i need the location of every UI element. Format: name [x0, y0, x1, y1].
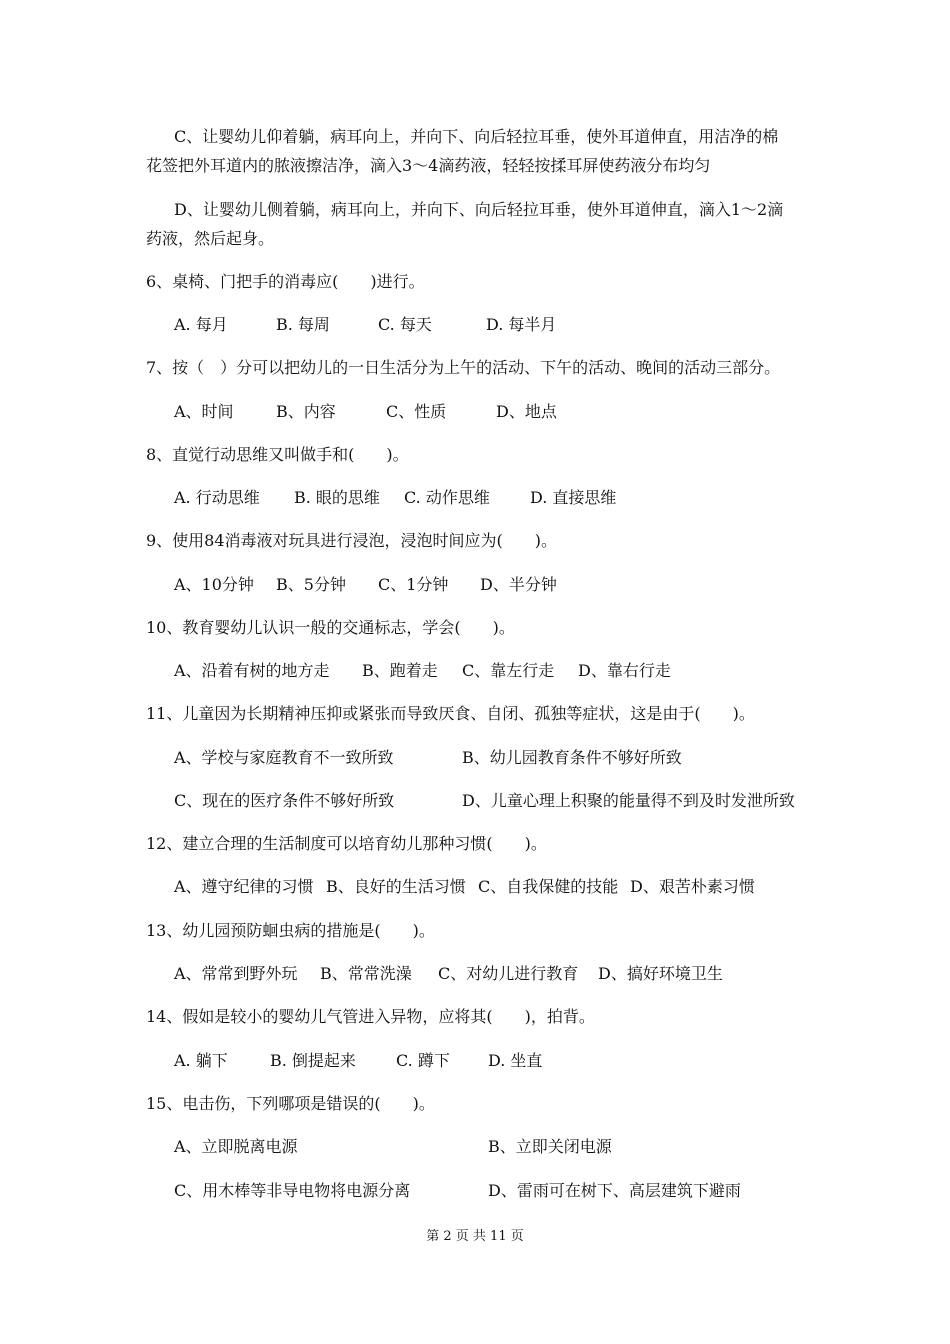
option-d: D、儿童心理上积聚的能量得不到及时发泄所致 — [462, 791, 795, 810]
option-d: D、雷雨可在树下、高层建筑下避雨 — [488, 1181, 741, 1200]
question-stem: 10、教育婴幼儿认识一般的交通标志，学会( )。 — [146, 618, 515, 637]
option-b: B、内容 — [276, 402, 336, 421]
option-d: D、搞好环境卫生 — [598, 964, 723, 983]
option-5c-line2: 花签把外耳道内的脓液擦洁净，滴入3～4滴药液，轻轻按揉耳屏使药液分布均匀 — [146, 156, 711, 175]
question-stem: 7、按（ ）分可以把幼儿的一日生活分为上午的活动、下午的活动、晚间的活动三部分。 — [146, 358, 781, 377]
option-c: C、现在的医疗条件不够好所致 — [174, 791, 395, 810]
question-stem: 8、直觉行动思维又叫做手和( )。 — [146, 445, 409, 464]
option-d: D、靠右行走 — [578, 661, 671, 680]
option-a: A、常常到野外玩 — [174, 964, 298, 983]
option-d: D、半分钟 — [480, 575, 557, 594]
option-d: D、艰苦朴素习惯 — [630, 877, 755, 896]
question-stem: 6、桌椅、门把手的消毒应( )进行。 — [146, 272, 425, 291]
option-b: B、跑着走 — [362, 661, 438, 680]
page-number-footer: 第 2 页 共 11 页 — [426, 1229, 524, 1244]
question-stem: 9、使用84消毒液对玩具进行浸泡，浸泡时间应为( )。 — [146, 531, 558, 550]
option-c: C、用木棒等非导电物将电源分离 — [174, 1181, 411, 1200]
option-c: C、靠左行走 — [462, 661, 555, 680]
option-b: B、5分钟 — [276, 575, 346, 594]
option-a: A、时间 — [174, 402, 234, 421]
option-5c-line1: C、让婴幼儿仰着躺，病耳向上，并向下、向后轻拉耳垂，使外耳道伸直，用洁净的棉 — [174, 127, 779, 146]
option-b: B、常常洗澡 — [320, 964, 412, 983]
option-c: C、性质 — [386, 402, 447, 421]
question-stem: 15、电击伤，下列哪项是错误的( )。 — [146, 1094, 435, 1113]
question-stem: 11、儿童因为长期精神压抑或紧张而导致厌食、自闭、孤独等症状，这是由于( )。 — [146, 704, 755, 723]
option-c: C. 动作思维 — [404, 488, 490, 507]
question-stem: 14、假如是较小的婴幼儿气管进入异物，应将其( )，拍背。 — [146, 1007, 595, 1026]
option-d: D、地点 — [496, 402, 557, 421]
option-c: C、自我保健的技能 — [478, 877, 619, 896]
option-b: B. 倒提起来 — [270, 1051, 356, 1070]
option-a: A、遵守纪律的习惯 — [174, 877, 314, 896]
option-d: D. 每半月 — [486, 315, 557, 334]
option-a: A、10分钟 — [174, 575, 254, 594]
option-b: B、幼儿园教育条件不够好所致 — [462, 748, 682, 767]
option-a: A、立即脱离电源 — [174, 1137, 298, 1156]
option-b: B、良好的生活习惯 — [326, 877, 466, 896]
option-5d-line1: D、让婴幼儿侧着躺，病耳向上，并向下、向后轻拉耳垂，使外耳道伸直，滴入1～2滴 — [174, 200, 784, 219]
question-stem: 13、幼儿园预防蛔虫病的措施是( )。 — [146, 921, 435, 940]
option-c: C、对幼儿进行教育 — [438, 964, 579, 983]
option-c: C. 蹲下 — [396, 1051, 450, 1070]
question-stem: 12、建立合理的生活制度可以培育幼儿那种习惯( )。 — [146, 834, 547, 853]
option-a: A、沿着有树的地方走 — [174, 661, 330, 680]
option-b: B. 每周 — [276, 315, 330, 334]
option-c: C. 每天 — [378, 315, 432, 334]
option-5d-line2: 药液，然后起身。 — [146, 229, 275, 248]
option-b: B. 眼的思维 — [294, 488, 380, 507]
option-d: D. 直接思维 — [530, 488, 617, 507]
option-c: C、1分钟 — [378, 575, 449, 594]
option-a: A、学校与家庭教育不一致所致 — [174, 748, 394, 767]
option-a: A. 每月 — [174, 315, 228, 334]
option-b: B、立即关闭电源 — [488, 1137, 612, 1156]
option-a: A. 躺下 — [174, 1051, 228, 1070]
option-d: D. 坐直 — [488, 1051, 543, 1070]
option-a: A. 行动思维 — [174, 488, 260, 507]
